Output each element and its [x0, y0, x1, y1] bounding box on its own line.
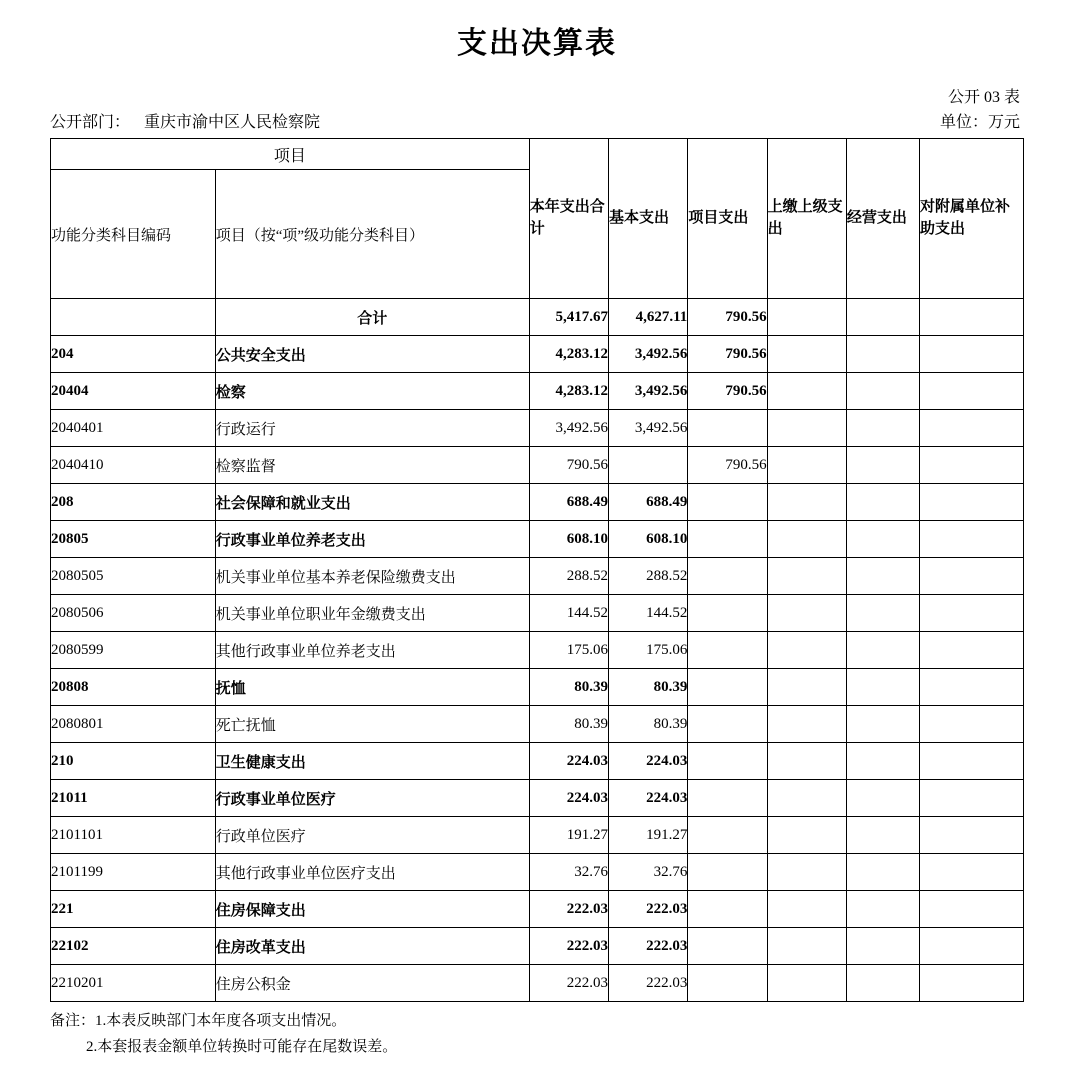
row-value-5 — [919, 336, 1023, 373]
row-value-3 — [767, 595, 846, 632]
row-value-5 — [919, 965, 1023, 1002]
row-value-2 — [688, 669, 767, 706]
row-value-4 — [846, 780, 919, 817]
row-value-0: 224.03 — [529, 743, 608, 780]
row-value-0: 3,492.56 — [529, 410, 608, 447]
row-value-2 — [688, 743, 767, 780]
row-code: 2101199 — [51, 854, 216, 891]
row-value-2 — [688, 817, 767, 854]
row-value-5 — [919, 410, 1023, 447]
row-value-2 — [688, 632, 767, 669]
row-value-2: 790.56 — [688, 447, 767, 484]
row-value-3 — [767, 928, 846, 965]
row-code: 2210201 — [51, 965, 216, 1002]
header-col-3: 上缴上级支出 — [767, 139, 846, 299]
row-value-2 — [688, 521, 767, 558]
header-name: 项目（按“项”级功能分类科目） — [215, 170, 529, 299]
row-value-5 — [919, 891, 1023, 928]
row-value-1: 222.03 — [609, 965, 688, 1002]
row-value-1: 175.06 — [609, 632, 688, 669]
row-value-5 — [919, 780, 1023, 817]
row-value-1: 224.03 — [609, 780, 688, 817]
row-value-5 — [919, 817, 1023, 854]
row-value-5 — [919, 854, 1023, 891]
row-value-1: 288.52 — [609, 558, 688, 595]
header-item-group: 项目 — [51, 139, 530, 170]
header-col-0: 本年支出合计 — [529, 139, 608, 299]
row-code: 2101101 — [51, 817, 216, 854]
row-value-0: 4,283.12 — [529, 336, 608, 373]
form-number: 公开 03 表 — [947, 89, 1020, 106]
row-value-1: 3,492.56 — [609, 336, 688, 373]
table-row — [51, 299, 1024, 336]
row-code: 20404 — [51, 373, 216, 410]
row-name: 住房改革支出 — [215, 928, 529, 965]
row-value-2 — [688, 854, 767, 891]
row-name: 行政单位医疗 — [215, 817, 529, 854]
row-value-4 — [846, 965, 919, 1002]
row-value-2: 790.56 — [688, 336, 767, 373]
row-value-0: 222.03 — [529, 891, 608, 928]
row-value-5 — [919, 299, 1023, 336]
row-name: 机关事业单位职业年金缴费支出 — [215, 595, 529, 632]
row-value-1: 608.10 — [609, 521, 688, 558]
table-row — [51, 558, 1024, 595]
row-value-1: 3,492.56 — [609, 373, 688, 410]
row-value-2 — [688, 410, 767, 447]
table-row — [51, 965, 1024, 1002]
table-row — [51, 447, 1024, 484]
row-value-5 — [919, 521, 1023, 558]
row-code: 2040401 — [51, 410, 216, 447]
row-code: 208 — [51, 484, 216, 521]
row-name: 行政运行 — [215, 410, 529, 447]
row-value-0: 224.03 — [529, 780, 608, 817]
row-value-4 — [846, 669, 919, 706]
table-row — [51, 817, 1024, 854]
table-row — [51, 780, 1024, 817]
row-value-2 — [688, 928, 767, 965]
row-name: 机关事业单位基本养老保险缴费支出 — [215, 558, 529, 595]
row-value-1: 191.27 — [609, 817, 688, 854]
row-value-4 — [846, 410, 919, 447]
row-value-3 — [767, 558, 846, 595]
row-value-3 — [767, 669, 846, 706]
row-value-4 — [846, 521, 919, 558]
table-row — [51, 632, 1024, 669]
row-value-0: 4,283.12 — [529, 373, 608, 410]
table-row — [51, 669, 1024, 706]
row-name: 社会保障和就业支出 — [215, 484, 529, 521]
row-name: 其他行政事业单位养老支出 — [215, 632, 529, 669]
row-value-4 — [846, 817, 919, 854]
row-value-3 — [767, 299, 846, 336]
row-name: 检察 — [215, 373, 529, 410]
row-code: 2080599 — [51, 632, 216, 669]
row-name: 其他行政事业单位医疗支出 — [215, 854, 529, 891]
row-value-2 — [688, 891, 767, 928]
row-value-4 — [846, 447, 919, 484]
row-value-0: 144.52 — [529, 595, 608, 632]
row-value-5 — [919, 558, 1023, 595]
table-row — [51, 743, 1024, 780]
row-value-1: 222.03 — [609, 928, 688, 965]
row-value-2 — [688, 780, 767, 817]
document-meta — [50, 109, 1024, 132]
row-value-3 — [767, 706, 846, 743]
row-value-0: 288.52 — [529, 558, 608, 595]
row-code: 2080801 — [51, 706, 216, 743]
row-value-1: 32.76 — [609, 854, 688, 891]
row-value-3 — [767, 891, 846, 928]
row-value-2 — [688, 558, 767, 595]
row-value-0: 790.56 — [529, 447, 608, 484]
table-row — [51, 410, 1024, 447]
note-line-1: 备注：1.本表反映部门本年度各项支出情况。 — [50, 1013, 347, 1029]
row-value-0: 608.10 — [529, 521, 608, 558]
row-value-3 — [767, 965, 846, 1002]
row-value-2 — [688, 965, 767, 1002]
row-value-5 — [919, 484, 1023, 521]
row-value-4 — [846, 484, 919, 521]
row-name: 死亡抚恤 — [215, 706, 529, 743]
row-code: 210 — [51, 743, 216, 780]
department-value: 重庆市渝中区人民检察院 — [144, 114, 321, 131]
row-value-0: 80.39 — [529, 706, 608, 743]
row-value-4 — [846, 336, 919, 373]
table-row — [51, 595, 1024, 632]
row-value-1: 80.39 — [609, 669, 688, 706]
row-value-3 — [767, 447, 846, 484]
page-title: 支出决算表 — [457, 27, 617, 60]
header-col-2: 项目支出 — [688, 139, 767, 299]
table-row — [51, 336, 1024, 373]
table-row — [51, 891, 1024, 928]
row-value-4 — [846, 632, 919, 669]
row-code: 221 — [51, 891, 216, 928]
header-col-1: 基本支出 — [609, 139, 688, 299]
row-value-0: 32.76 — [529, 854, 608, 891]
row-value-5 — [919, 706, 1023, 743]
row-value-4 — [846, 299, 919, 336]
department-label: 公开部门： — [50, 114, 131, 131]
row-value-0: 191.27 — [529, 817, 608, 854]
row-value-5 — [919, 632, 1023, 669]
row-value-4 — [846, 373, 919, 410]
row-value-0: 222.03 — [529, 928, 608, 965]
row-value-0: 688.49 — [529, 484, 608, 521]
row-value-3 — [767, 484, 846, 521]
row-value-3 — [767, 817, 846, 854]
row-value-2: 790.56 — [688, 373, 767, 410]
table-header-row-1 — [51, 139, 1024, 170]
row-value-0: 5,417.67 — [529, 299, 608, 336]
row-code: 2080505 — [51, 558, 216, 595]
note-line-2: 2.本套报表金额单位转换时可能存在尾数误差。 — [86, 1039, 398, 1056]
row-code: 2080506 — [51, 595, 216, 632]
table-row — [51, 706, 1024, 743]
row-value-3 — [767, 521, 846, 558]
row-value-4 — [846, 891, 919, 928]
row-code: 22102 — [51, 928, 216, 965]
table-row — [51, 484, 1024, 521]
row-value-1: 80.39 — [609, 706, 688, 743]
row-value-3 — [767, 632, 846, 669]
row-value-4 — [846, 743, 919, 780]
row-value-2 — [688, 706, 767, 743]
row-code — [51, 299, 216, 336]
row-value-5 — [919, 447, 1023, 484]
row-value-3 — [767, 410, 846, 447]
row-code: 20805 — [51, 521, 216, 558]
row-value-3 — [767, 336, 846, 373]
row-value-4 — [846, 854, 919, 891]
row-value-5 — [919, 373, 1023, 410]
table-row — [51, 373, 1024, 410]
row-value-4 — [846, 595, 919, 632]
row-value-0: 222.03 — [529, 965, 608, 1002]
row-code: 204 — [51, 336, 216, 373]
row-code: 2040410 — [51, 447, 216, 484]
row-value-1: 688.49 — [609, 484, 688, 521]
row-name: 住房公积金 — [215, 965, 529, 1002]
row-value-1 — [609, 447, 688, 484]
row-value-5 — [919, 928, 1023, 965]
header-code: 功能分类科目编码 — [51, 170, 216, 299]
row-code: 21011 — [51, 780, 216, 817]
row-name: 公共安全支出 — [215, 336, 529, 373]
row-value-3 — [767, 780, 846, 817]
row-value-5 — [919, 669, 1023, 706]
row-value-1: 222.03 — [609, 891, 688, 928]
table-notes — [50, 1008, 1024, 1061]
department-info — [50, 109, 320, 132]
unit-label: 单位：万元 — [939, 114, 1020, 131]
row-name: 住房保障支出 — [215, 891, 529, 928]
document-page — [0, 18, 1074, 1086]
row-value-0: 175.06 — [529, 632, 608, 669]
row-value-1: 4,627.11 — [609, 299, 688, 336]
row-name: 行政事业单位养老支出 — [215, 521, 529, 558]
row-value-4 — [846, 558, 919, 595]
row-value-5 — [919, 595, 1023, 632]
row-name: 合计 — [215, 299, 529, 336]
row-name: 检察监督 — [215, 447, 529, 484]
table-row — [51, 854, 1024, 891]
table-row — [51, 521, 1024, 558]
row-value-4 — [846, 706, 919, 743]
row-value-4 — [846, 928, 919, 965]
row-value-3 — [767, 854, 846, 891]
row-value-1: 224.03 — [609, 743, 688, 780]
row-name: 行政事业单位医疗 — [215, 780, 529, 817]
expenditure-table — [50, 138, 1024, 1002]
row-value-0: 80.39 — [529, 669, 608, 706]
row-value-3 — [767, 373, 846, 410]
row-value-2 — [688, 484, 767, 521]
row-value-1: 144.52 — [609, 595, 688, 632]
header-col-4: 经营支出 — [846, 139, 919, 299]
row-code: 20808 — [51, 669, 216, 706]
table-row — [51, 928, 1024, 965]
row-value-5 — [919, 743, 1023, 780]
row-name: 卫生健康支出 — [215, 743, 529, 780]
row-name: 抚恤 — [215, 669, 529, 706]
row-value-2 — [688, 595, 767, 632]
header-col-5: 对附属单位补助支出 — [919, 139, 1023, 299]
row-value-3 — [767, 743, 846, 780]
row-value-2: 790.56 — [688, 299, 767, 336]
row-value-1: 3,492.56 — [609, 410, 688, 447]
